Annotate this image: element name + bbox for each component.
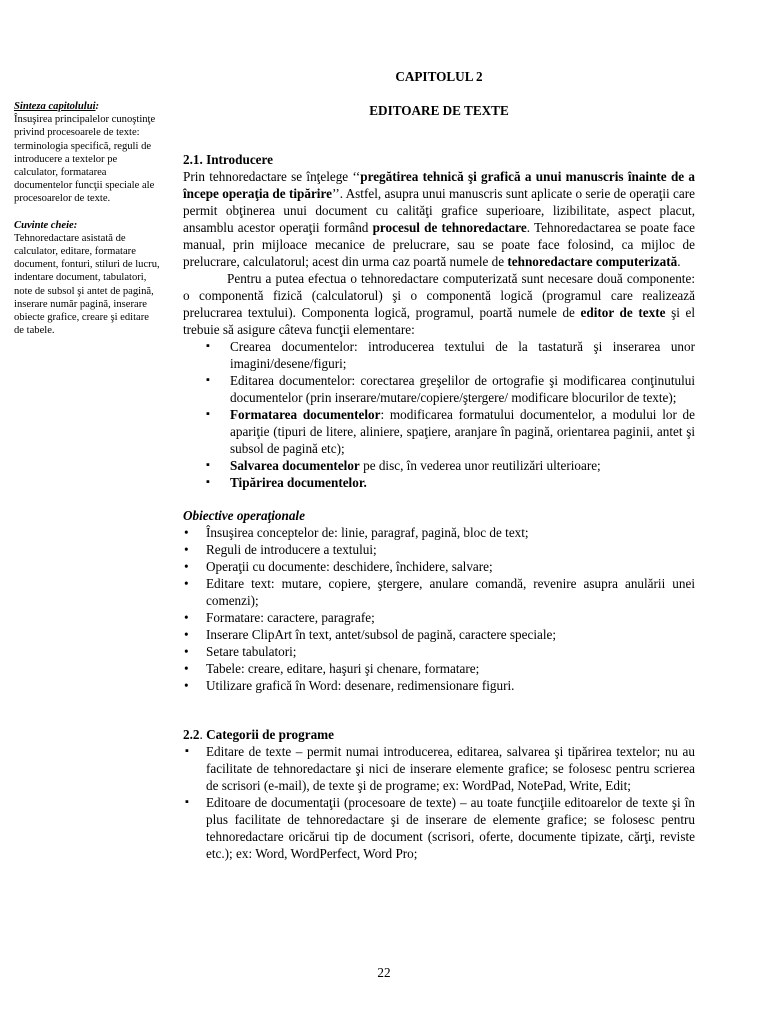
synthesis-block <box>14 100 160 113</box>
list-item: • Reguli de introducere a textului; <box>183 541 695 558</box>
list-item: • Inserare ClipArt în text, antet/subsol de pagină, caractere speciale; <box>183 626 695 643</box>
objectives-heading: Obiective operaţionale <box>183 508 305 523</box>
intro-paragraph: Prin tehnoredactare se înţelege ‘‘pregătirea tehnică şi grafică a unui manuscris înainte de a începe operaţia de tipărire’’. Astfel, asupra unui manuscris sunt aplicate o serie de operaţii care permit obţinerea unui document cu calităţi grafice superioare, lizibilitate, aspect placut, ansamblu acestor operaţii formând procesul de tehnoredactare. Tehnoredactarea se poate face manual, prin mijloace mecanice de prelucrare, sau se poate face folosind, ca mijloc de prelucrare, calculatorul; acest din urma caz poartă numele de tehnoredactare computerizată. <box>183 169 695 269</box>
synthesis-colon: : <box>95 101 100 112</box>
list-item: ▪ Tipărirea documentelor. <box>183 474 695 491</box>
synthesis-heading: Sinteza capitolului <box>14 101 96 112</box>
list-item: • Editare text: mutare, copiere, ştergere, anulare comandă, revenire asupra anulării unei comenzi); <box>183 575 695 609</box>
list-item: ▪ Editoare de documentaţii (procesoare de texte) – au toate funcţiile editoarelor de texte şi în plus facilitate de tehnoredactare şi de inserare de elemente grafice; se folosesc pentru tehnoredactare oricărui tip de document (scrisori, oferte, documente tipizate, cărţi, reviste etc.); ex: Word, WordPerfect, Word Pro; <box>183 794 695 862</box>
list-item: ▪ Salvarea documentelor pe disc, în vederea unor reutilizări ulterioare; <box>183 457 695 474</box>
list-item: • Tabele: creare, editare, haşuri şi chenare, formatare; <box>183 660 695 677</box>
list-item: • Însuşirea conceptelor de: linie, paragraf, pagină, bloc de text; <box>183 524 695 541</box>
chapter-label: CAPITOLUL 2 <box>395 69 483 84</box>
section-heading-introducere: 2.1. Introducere <box>183 152 273 167</box>
keywords-heading: Cuvinte cheie: <box>14 219 78 231</box>
synthesis-text: Însuşirea principalelor cunoştinţe privind procesoarele de texte: terminologia specifică, reguli de introducere a textelor pe calculator, formatarea documentelor funcţii speciale ale procesoarelor de texte. <box>14 114 156 205</box>
editor-paragraph: Pentru a putea efectua o tehnoredactare computerizată sunt necesare două componente: o componentă fizică (calculatorul) şi o componentă logică (programul care realizează prelucrarea textului). Componenta logică, programul, poartă numele de editor de texte şi el trebuie să asigure câteva funcţii elementare: <box>183 271 695 337</box>
objectives-list <box>183 524 695 694</box>
list-item: ▪ Editarea documentelor: corectarea greşelilor de ortografie şi modificarea conţinutului documentelor (prin inserare/mutare/copiere/ştergere/ modificare blocurilor de texte); <box>183 372 695 406</box>
list-item: • Operaţii cu documente: deschidere, închidere, salvare; <box>183 558 695 575</box>
section-heading-categorii: 2.2. Categorii de programe <box>183 727 335 742</box>
functions-list <box>183 338 695 491</box>
list-item: • Formatare: caractere, paragrafe; <box>183 609 695 626</box>
list-item: ▪ Editare de texte – permit numai introducerea, editarea, salvarea şi tipărirea textelor; nu au facilitate de tehnoredactare şi nici de inserare elemente grafice; se folosesc pentru scrierea de scrisori (e-mail), de texte şi de programe; ex: WordPad, NotePad, Write, Edit; <box>183 743 695 794</box>
sidebar-notes <box>14 100 160 337</box>
list-item: • Utilizare grafică în Word: desenare, redimensionare figuri. <box>183 677 695 694</box>
chapter-title: EDITOARE DE TEXTE <box>369 103 509 118</box>
categories-list <box>183 743 695 862</box>
list-item: ▪ Formatarea documentelor: modificarea formatului documentelor, a modului lor de apariţie (tipuri de litere, aliniere, spaţiere, aranjare în pagină, orientarea paginii, antet şi subsol de pagină etc); <box>183 406 695 457</box>
page-number: 22 <box>377 965 391 980</box>
list-item: ▪ Crearea documentelor: introducerea textului de la tastatură şi inserarea unor imagini/desene/figuri; <box>183 338 695 372</box>
main-content <box>183 68 695 862</box>
keywords-text: Tehnoredactare asistată de calculator, editare, formatare document, fonturi, stiluri de lucru, indentare document, tabulatori, note de subsol şi antet de pagină, inserare număr pagină, inserare obiecte grafice, creare şi editare de tabele. <box>14 232 160 337</box>
list-item: • Setare tabulatori; <box>183 643 695 660</box>
